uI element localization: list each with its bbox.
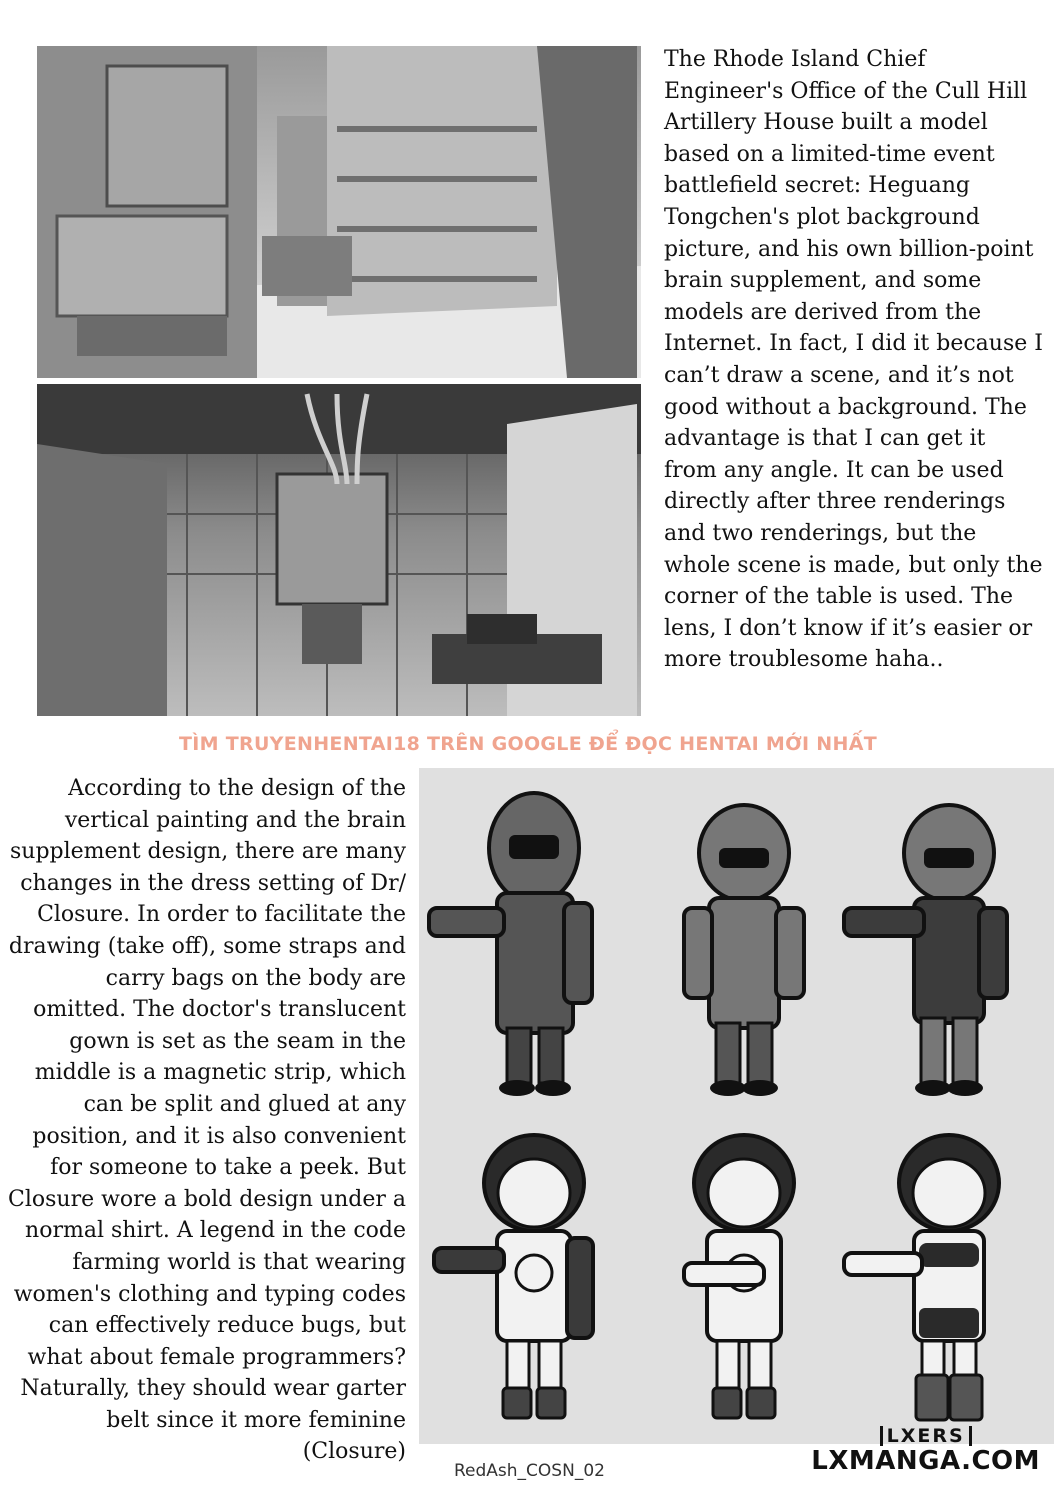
costume-notes-paragraph: According to the design of the vertical painting and the brain supplement design, there are many changes in the dress setting of Dr/ Closure. In order to facilitate the drawing (take off), some straps and carry bags on the body are omitted. The doctor's translucent gown is set as the seam in the middle is a magnetic strip, which can be split and glued at any position, and it is also convenient for someone to take a peek. But Closure wore a bold design under a normal shirt. A legend in the code farming world is that wearing women's clothing and typing codes can effectively reduce bugs, but what about female programmers? Naturally, they should wear garter belt since it more feminine (Closure) bbox=[8, 776, 406, 1465]
closure-shirt-figure bbox=[644, 1113, 844, 1433]
doctor-shirt-figure bbox=[834, 773, 1049, 1103]
promo-banner-link[interactable]: TÌM TRUYENHENTAI18 TRÊN GOOGLE ĐỂ ĐỌC HENTAI MỚI NHẤT bbox=[179, 733, 877, 755]
lab-render-image bbox=[37, 384, 641, 716]
doctor-hooded-figure bbox=[419, 773, 629, 1103]
watermark-logo bbox=[811, 1426, 1040, 1476]
office-render-image bbox=[37, 46, 641, 378]
watermark-domain: LXMANGA.COM bbox=[811, 1446, 1040, 1476]
watermark-brand: LXERS bbox=[880, 1426, 972, 1446]
closure-garter-figure bbox=[834, 1113, 1049, 1433]
rendering-notes-paragraph: The Rhode Island Chief Engineer's Office of the Cull Hill Artillery House built a model based on a limited-time event battlefield secret: Heguang Tongchen's plot background picture, and his own billion-point brain supplement, and some models are derived from the Internet. In fact, I did it because I can’t draw a scene, and it’s not good without a background. The advantage is that I can get it from any angle. It can be used directly after three renderings and two renderings, but the whole scene is made, but only the corner of the table is used. The lens, I don’t know if it’s easier or more troublesome haha.. bbox=[664, 47, 1043, 673]
character-design-sheet bbox=[419, 768, 1054, 1444]
doctor-unhooded-figure bbox=[644, 773, 844, 1103]
closure-jacket-figure bbox=[419, 1113, 629, 1433]
page-label: RedAsh_COSN_02 bbox=[454, 1461, 605, 1481]
